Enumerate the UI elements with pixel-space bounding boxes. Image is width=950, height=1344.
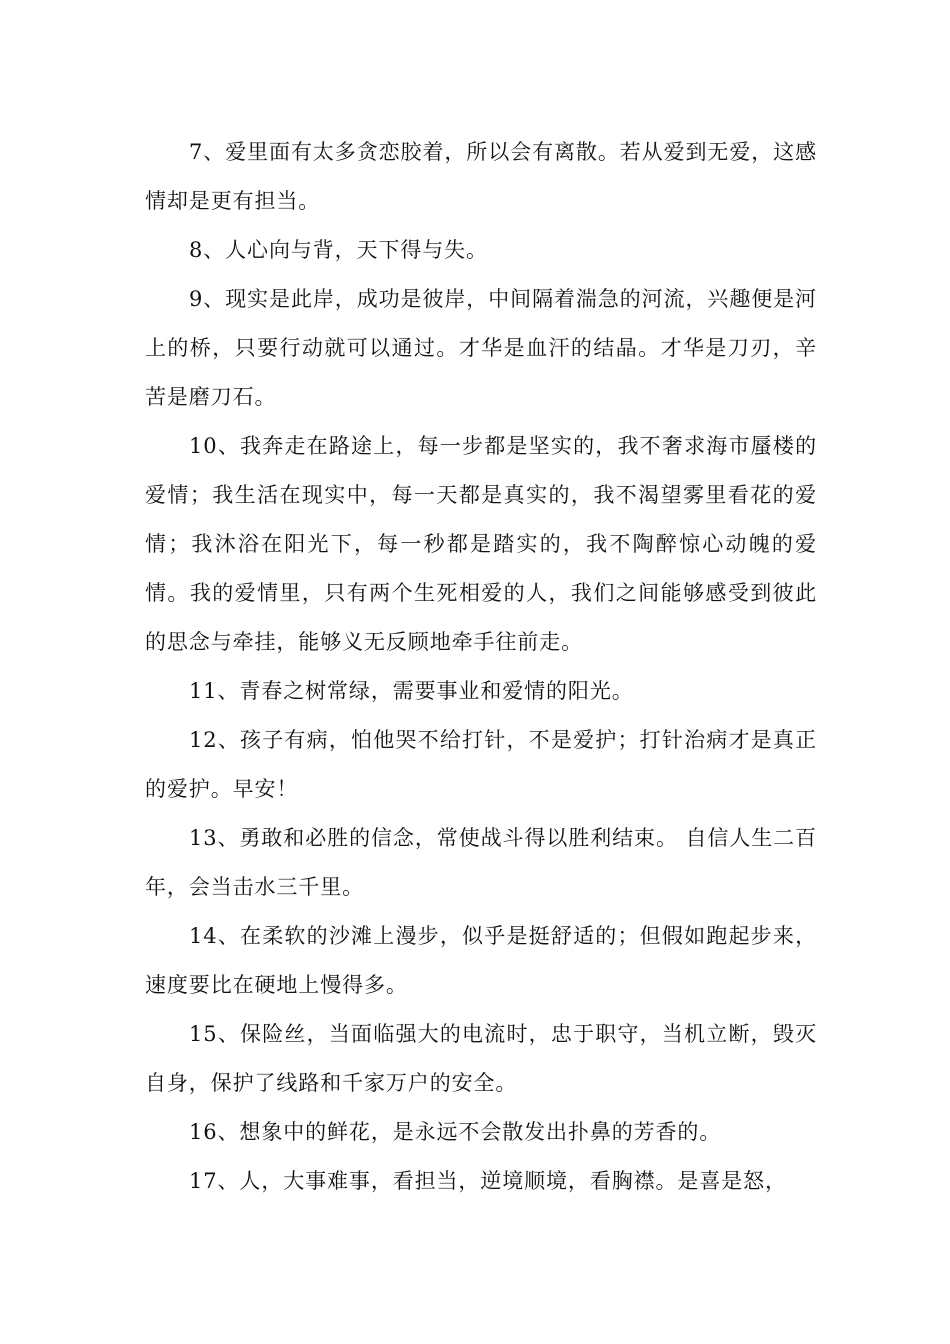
paragraph-9: 9、现实是此岸，成功是彼岸，中间隔着湍急的河流，兴趣便是河上的桥，只要行动就可以通过。才华是血汗的结晶。才华是刀刃，辛苦是磨刀石。 <box>145 287 817 409</box>
paragraph-8: 8、人心向与背，天下得与失。 <box>189 238 488 262</box>
paragraph-16: 16、想象中的鲜花，是永远不会散发出扑鼻的芳香的。 <box>189 1120 722 1144</box>
paragraph-17: 17、人，大事难事，看担当，逆境顺境，看胸襟。是喜是怒， <box>189 1169 787 1193</box>
paragraph-14: 14、在柔软的沙滩上漫步，似乎是挺舒适的；但假如跑起步来，速度要比在硬地上慢得多。 <box>145 924 817 997</box>
paragraph-10: 10、我奔走在路途上，每一步都是坚实的，我不奢求海市蜃楼的爱情；我生活在现实中，每一天都是真实的，我不渴望雾里看花的爱情；我沐浴在阳光下，每一秒都是踏实的，我不陶醉惊心动魄的爱情。我的爱情里，只有两个生死相爱的人，我们之间能够感受到彼此的思念与牵挂，能够义无反顾地牵手往前走。 <box>145 434 817 654</box>
paragraph-11: 11、青春之树常绿，需要事业和爱情的阳光。 <box>189 679 634 703</box>
document-body <box>145 128 817 1206</box>
paragraph-13: 13、勇敢和必胜的信念，常使战斗得以胜利结束。 自信人生二百年，会当击水三千里。 <box>145 826 817 899</box>
paragraph-7: 7、爱里面有太多贪恋胶着，所以会有离散。若从爱到无爱，这感情却是更有担当。 <box>145 140 817 213</box>
paragraph-12: 12、孩子有病，怕他哭不给打针，不是爱护；打针治病才是真正的爱护。早安！ <box>145 728 817 801</box>
paragraph-15: 15、保险丝，当面临强大的电流时，忠于职守，当机立断，毁灭自身，保护了线路和千家万户的安全。 <box>145 1022 817 1095</box>
